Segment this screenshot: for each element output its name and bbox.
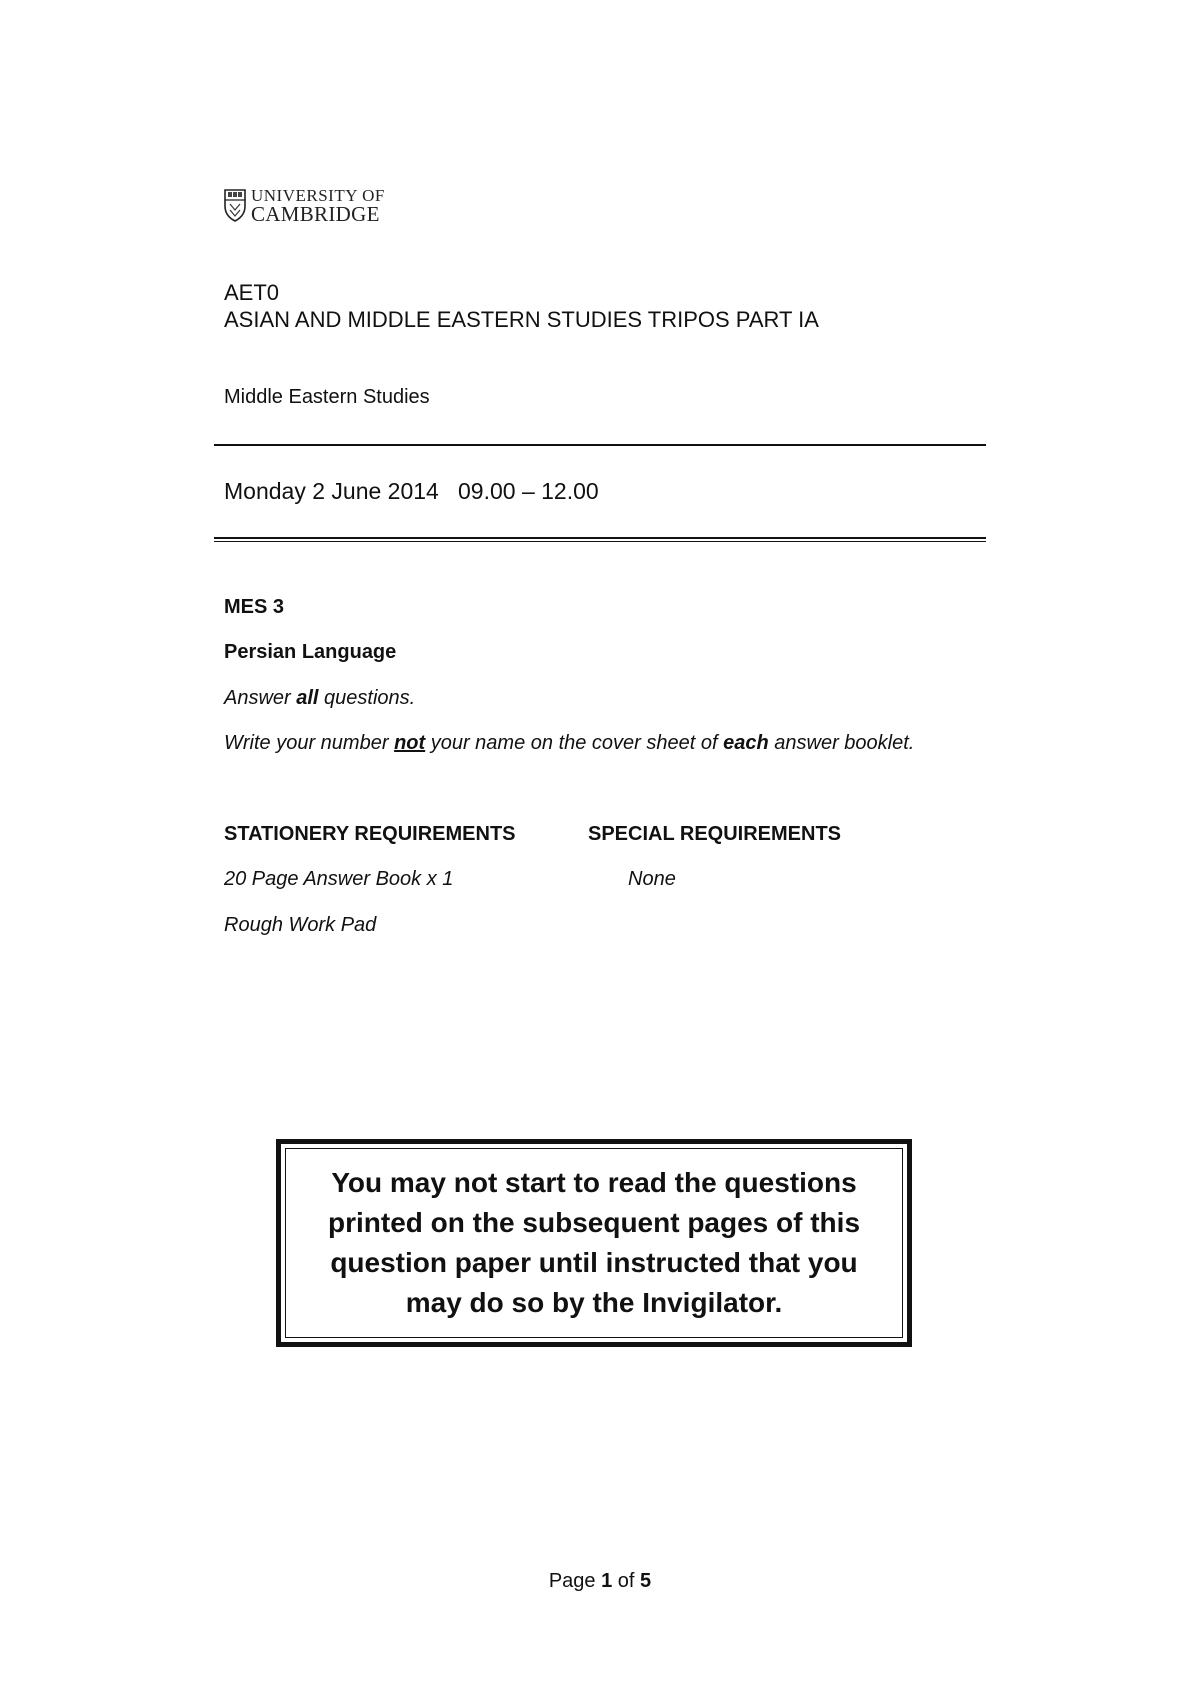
page-number: 1: [601, 1570, 613, 1592]
logo-wordmark: [251, 186, 385, 226]
exam-code: AET0: [224, 280, 280, 305]
instruction-text: Answer: [224, 687, 297, 709]
page-of-label: of: [612, 1570, 641, 1592]
page-label: Page: [548, 1570, 602, 1592]
instruction-answer-all: [224, 687, 415, 710]
logo-line-2: CAMBRIDGE: [251, 202, 380, 226]
instruction-text: your name on the cover sheet of: [425, 732, 724, 754]
university-logo: [224, 186, 385, 226]
notice-text: You may not start to read the questions printed on the subsequent pages of this question paper until instructed that you may do so by the Invigilator.: [327, 1167, 861, 1318]
exam-date-time: Monday 2 June 2014 09.00 – 12.00: [224, 478, 599, 504]
notice-box: [276, 1139, 912, 1347]
stationery-item: Rough Work Pad: [224, 914, 377, 936]
stationery-item: 20 Page Answer Book x 1: [224, 868, 454, 890]
instruction-emphasis-not: not: [394, 732, 426, 754]
special-heading: SPECIAL REQUIREMENTS: [588, 823, 841, 845]
logo-line-1: UNIVERSITY OF: [251, 186, 385, 205]
instruction-text: answer booklet.: [768, 732, 915, 754]
paper-code: MES 3: [224, 596, 285, 618]
tripos-title: ASIAN AND MIDDLE EASTERN STUDIES TRIPOS PART IA: [224, 307, 819, 332]
divider-bottom-secondary: [214, 541, 986, 542]
notice-inner-frame: [285, 1148, 903, 1338]
page-footer: [0, 1570, 1200, 1593]
instruction-emphasis: all: [296, 687, 319, 709]
instruction-emphasis-each: each: [723, 732, 769, 754]
divider-bottom: [214, 537, 986, 539]
special-value: None: [628, 868, 676, 890]
instruction-text: Write your number: [224, 732, 395, 754]
subject-name: Middle Eastern Studies: [224, 386, 430, 408]
instruction-write-number: [224, 732, 914, 755]
instruction-text: questions.: [318, 687, 416, 709]
stationery-heading: STATIONERY REQUIREMENTS: [224, 823, 516, 845]
page-total: 5: [640, 1570, 652, 1592]
crest-icon: [224, 188, 246, 222]
paper-title: Persian Language: [224, 641, 397, 663]
divider-top: [214, 444, 986, 446]
